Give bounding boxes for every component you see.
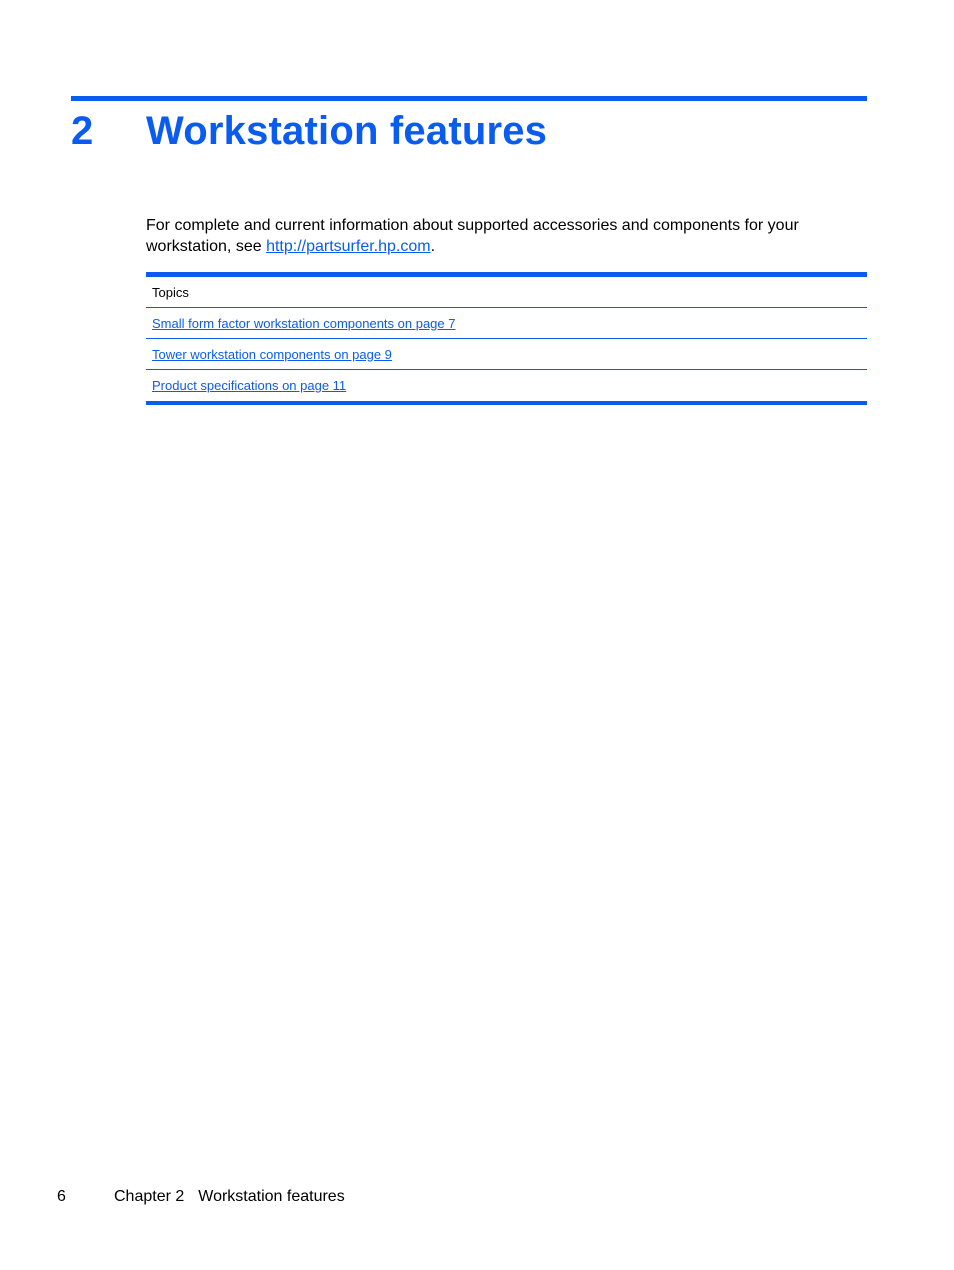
intro-text: For complete and current information about supported accessories and components for your workstation, see bbox=[146, 217, 799, 255]
topics-table bbox=[146, 272, 867, 405]
intro-paragraph bbox=[146, 215, 846, 257]
footer-chapter: Chapter 2 bbox=[114, 1188, 185, 1205]
partsurfer-link[interactable]: http://partsurfer.hp.com bbox=[266, 238, 431, 255]
topic-link-small-form-factor[interactable]: Small form factor workstation components on page 7 bbox=[152, 315, 456, 331]
chapter-top-rule bbox=[71, 96, 867, 101]
topics-row bbox=[146, 339, 867, 370]
chapter-number: 2 bbox=[71, 108, 94, 153]
chapter-heading bbox=[71, 104, 547, 158]
topics-row bbox=[146, 308, 867, 339]
intro-text-end: . bbox=[430, 238, 436, 255]
footer-title: Workstation features bbox=[198, 1188, 345, 1205]
page-footer bbox=[57, 1188, 345, 1206]
footer-page-number: 6 bbox=[57, 1188, 66, 1205]
topics-row bbox=[146, 370, 867, 401]
topic-link-tower[interactable]: Tower workstation components on page 9 bbox=[152, 346, 392, 362]
topics-header: Topics bbox=[146, 277, 867, 308]
chapter-title: Workstation features bbox=[146, 108, 548, 153]
topic-link-product-specifications[interactable]: Product specifications on page 11 bbox=[152, 378, 347, 393]
